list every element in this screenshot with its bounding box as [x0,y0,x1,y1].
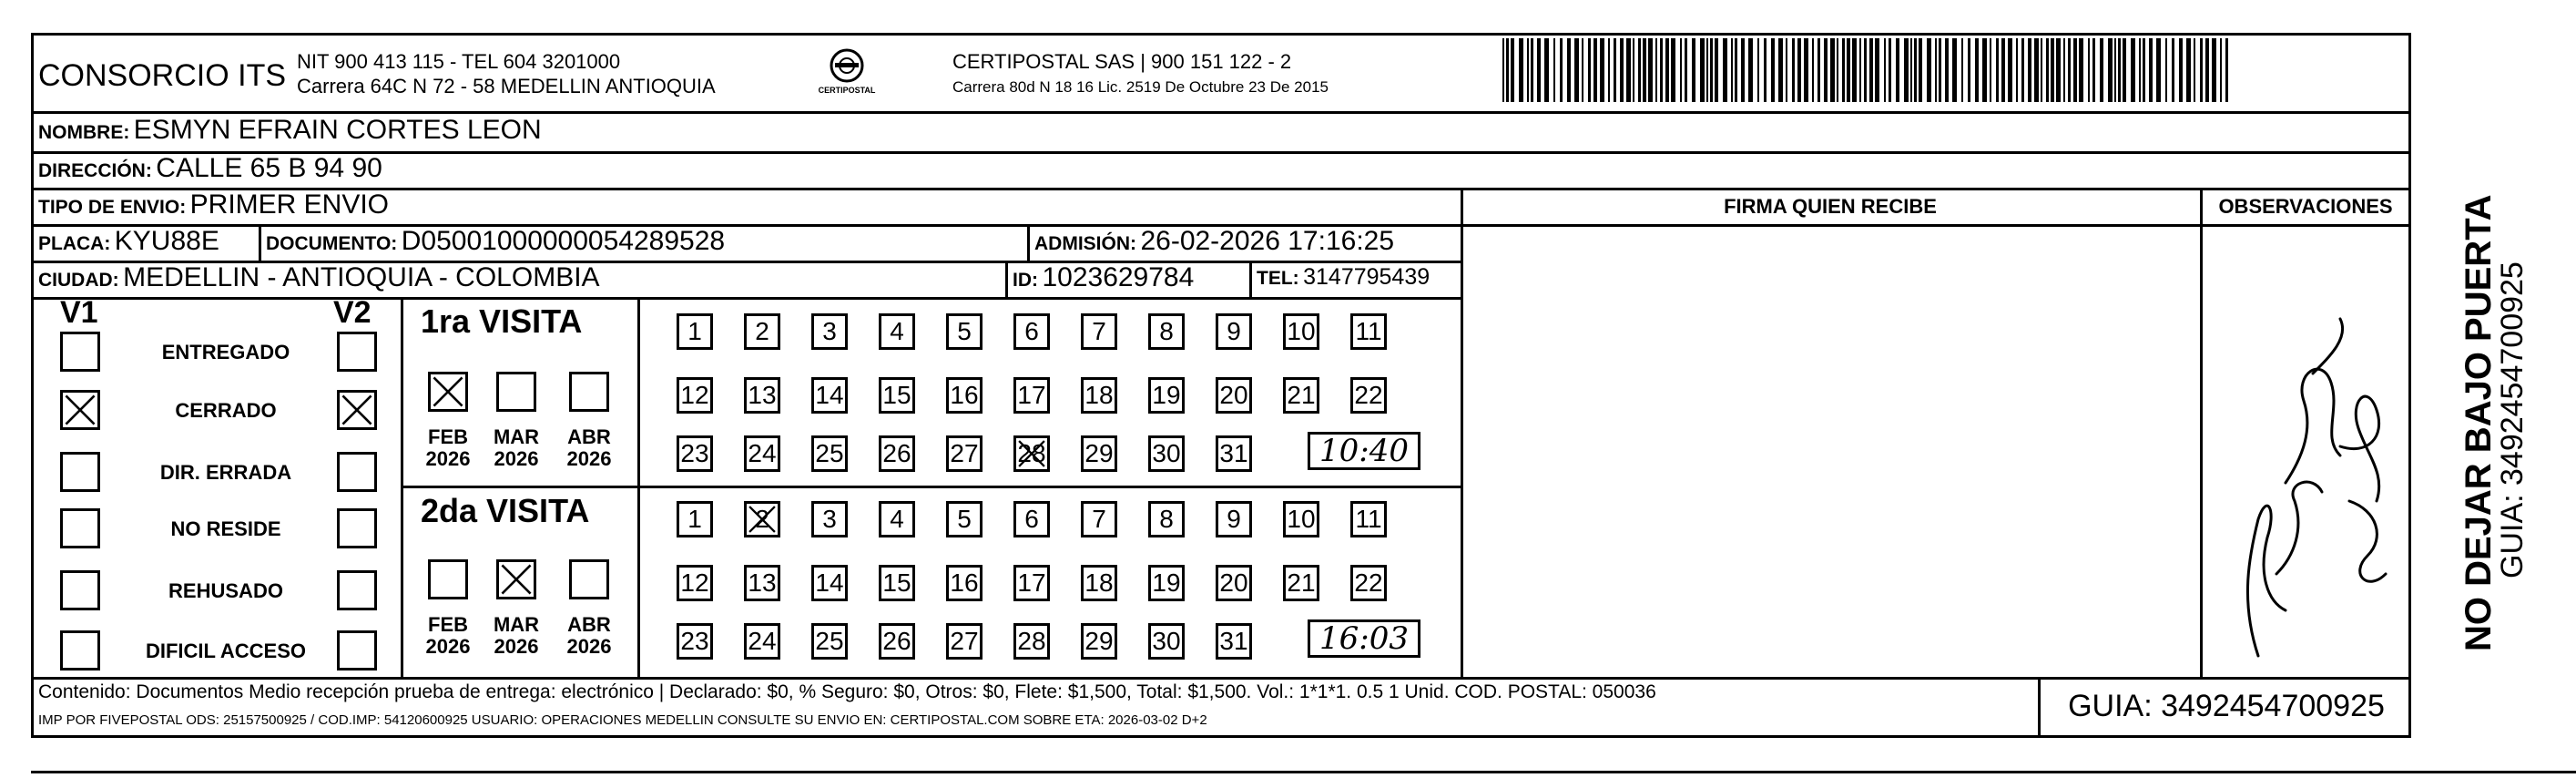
day-box[interactable] [811,565,848,601]
placa-value: KYU88E [114,226,219,256]
day-box[interactable] [946,377,983,414]
day-number: 24 [748,439,777,467]
second-visit-title: 2da VISITA [421,492,590,529]
day-box[interactable] [1283,501,1319,537]
placa-label: PLACA: [38,233,111,254]
day-number: 8 [1159,317,1174,345]
id-value: 1023629784 [1042,262,1195,292]
day-box[interactable] [879,565,915,601]
rule [1249,261,1252,297]
day-number: 15 [882,381,911,409]
year-label: 2026 [494,447,539,470]
firma-label: FIRMA QUIEN RECIBE [1724,195,1937,218]
status-label: ENTREGADO [161,341,290,363]
rule [401,297,403,677]
day-number: 8 [1159,505,1174,533]
day-box[interactable] [744,377,780,414]
day-box[interactable] [677,313,713,350]
direccion-value: CALLE 65 B 94 90 [156,153,382,183]
day-box[interactable] [1283,313,1319,350]
placa-row [38,226,219,257]
month-label: FEB [428,613,468,636]
rule [31,111,2411,114]
status-label: NO RESIDE [170,517,281,540]
bottom-rule [31,771,2576,773]
day-number: 12 [680,568,709,597]
day-number: 10 [1287,317,1316,345]
id-label: ID: [1013,270,1038,291]
day-box[interactable] [1283,377,1319,414]
day-box[interactable] [1350,565,1387,601]
day-box[interactable] [946,501,983,537]
day-number: 2 [755,317,769,345]
day-box[interactable] [811,501,848,537]
tel-label: TEL: [1257,268,1299,289]
rule [637,297,640,677]
documento-label: DOCUMENTO: [266,233,398,254]
day-number: 29 [1084,439,1114,467]
rule [1027,224,1030,261]
day-box[interactable] [1013,435,1050,472]
month-checkbox[interactable] [569,372,609,412]
day-box[interactable] [1216,623,1252,660]
day-box[interactable] [1013,313,1050,350]
observaciones-signature [2204,301,2404,665]
second-visit-time [1308,619,1420,658]
v2-label: V2 [333,295,372,330]
day-box[interactable] [946,313,983,350]
day-box[interactable] [1216,501,1252,537]
nombre-label: NOMBRE: [38,122,130,143]
tipo-value: PRIMER ENVIO [189,189,390,220]
day-box[interactable] [677,377,713,414]
handwritten-signature-icon [2204,301,2404,665]
rule [1005,261,1008,297]
v1-checkbox[interactable] [60,332,100,372]
day-number: 18 [1084,381,1114,409]
day-box[interactable] [1081,623,1117,660]
day-number: 5 [957,317,972,345]
v2-checkbox[interactable] [337,630,377,671]
tipo-label: TIPO DE ENVIO: [38,197,187,218]
day-number: 6 [1024,505,1039,533]
day-number: 7 [1092,317,1106,345]
status-label: DIFICIL ACCESO [145,640,306,662]
direccion-label: DIRECCIÓN: [38,160,152,181]
month-label: FEB [428,425,468,448]
day-box[interactable] [1148,623,1185,660]
day-number: 31 [1219,627,1248,655]
status-label: CERRADO [175,399,277,422]
day-number: 26 [882,439,911,467]
barcode-icon [1502,38,2231,102]
day-number: 28 [1017,627,1046,655]
day-box[interactable] [1216,377,1252,414]
company-nit: NIT 900 413 115 - TEL 604 3201000 [297,50,621,73]
rule [31,297,1461,300]
guia-vertical: GUIA: 3492454700925 [2495,261,2530,578]
day-box[interactable] [1148,501,1185,537]
day-number: 3 [822,505,837,533]
day-box[interactable] [677,501,713,537]
day-number: 14 [815,381,844,409]
checkmark-x-icon [499,562,534,597]
tel-row [1257,264,1430,291]
day-box[interactable] [1350,313,1387,350]
v1-checkbox[interactable] [60,508,100,548]
day-box[interactable] [1148,565,1185,601]
year-label: 2026 [494,635,539,658]
day-number: 9 [1227,505,1241,533]
rule [31,151,2411,154]
v2-checkbox[interactable] [337,452,377,492]
v1-checkbox[interactable] [60,390,100,430]
day-number: 9 [1227,317,1241,345]
day-number: 26 [882,627,911,655]
year-label: 2026 [425,635,471,658]
day-number: 6 [1024,317,1039,345]
day-box[interactable] [744,313,780,350]
month-checkbox[interactable] [428,559,468,599]
day-number: 15 [882,568,911,597]
status-label: REHUSADO [168,579,283,602]
day-box[interactable] [677,565,713,601]
day-box[interactable] [1081,377,1117,414]
day-box[interactable] [1081,435,1117,472]
month-checkbox[interactable] [496,559,536,599]
admision-row [1034,226,1394,257]
day-number: 27 [950,439,979,467]
day-box[interactable] [744,501,780,537]
day-box[interactable] [744,623,780,660]
company-address: Carrera 64C N 72 - 58 MEDELLIN ANTIOQUIA [297,75,716,97]
footer-contenido: Contenido: Documentos Medio recepción prueba de entrega: electrónico | Declarado: $0, % Seguro: $0, Otros: $0, Flete: $1,500, Total: $1,500. Vol.: 1*1*1. 0.5 1 Unid. COD. POSTAL: 050036 [38,681,1656,702]
day-box[interactable] [1350,377,1387,414]
day-number: 16 [950,568,979,597]
footer-guia: GUIA: 3492454700925 [2068,689,2385,723]
day-box[interactable] [1216,313,1252,350]
day-number: 24 [748,627,777,655]
day-number: 29 [1084,627,1114,655]
day-number: 23 [680,439,709,467]
day-number: 4 [890,317,904,345]
day-number: 25 [815,439,844,467]
rule [1461,188,1463,677]
day-box[interactable] [1013,623,1050,660]
day-number: 22 [1354,381,1383,409]
day-box[interactable] [879,377,915,414]
day-number: 17 [1017,568,1046,597]
day-box[interactable] [1081,501,1117,537]
day-box[interactable] [1216,565,1252,601]
day-number: 12 [680,381,709,409]
day-number: 19 [1152,568,1181,597]
nombre-row [38,115,542,146]
second-visit-time-text: 16:03 [1319,620,1409,657]
day-number: 10 [1287,505,1316,533]
status-label: DIR. ERRADA [159,461,292,484]
day-number: 7 [1092,505,1106,533]
checkmark-x-icon [431,374,465,409]
documento-value: D05001000000054289528 [401,226,726,256]
v2-checkbox[interactable] [337,390,377,430]
day-box[interactable] [811,435,848,472]
day-number: 16 [950,381,979,409]
day-number: 14 [815,568,844,597]
day-box[interactable] [946,623,983,660]
first-visit-time [1308,432,1420,470]
month-checkbox[interactable] [428,372,468,412]
day-box[interactable] [879,501,915,537]
day-box[interactable] [1350,501,1387,537]
rule [401,486,1461,488]
admision-label: ADMISIÓN: [1034,233,1136,254]
day-box[interactable] [1013,377,1050,414]
month-checkbox[interactable] [496,372,536,412]
day-number: 25 [815,627,844,655]
direccion-row [38,153,382,184]
rule [31,677,2411,680]
day-number: 20 [1219,381,1248,409]
month-label: ABR [567,425,611,448]
nombre-value: ESMYN EFRAIN CORTES LEON [133,115,542,145]
day-box[interactable] [1148,377,1185,414]
day-number: 11 [1355,317,1382,345]
year-label: 2026 [425,447,471,470]
day-box[interactable] [811,623,848,660]
month-label: MAR [493,425,540,448]
admision-value: 26-02-2026 17:16:25 [1140,226,1395,256]
day-number: 13 [748,568,777,597]
carrier-name: CERTIPOSTAL SAS | 900 151 122 - 2 [952,50,1292,73]
tipo-row [38,189,389,220]
day-number: 13 [748,381,777,409]
ciudad-label: CIUDAD: [38,270,119,291]
day-number: 31 [1219,439,1248,467]
logo-text: CERTIPOSTAL [818,86,876,95]
day-box[interactable] [879,313,915,350]
day-number: 21 [1287,381,1316,409]
day-box[interactable] [1283,565,1319,601]
day-number: 18 [1084,568,1114,597]
day-number: 1 [687,505,702,533]
rule [2200,188,2203,677]
observaciones-label: OBSERVACIONES [2218,195,2393,218]
v1-checkbox[interactable] [60,630,100,671]
first-visit-time-text: 10:40 [1319,433,1409,469]
day-box[interactable] [1081,565,1117,601]
company-name: CONSORCIO ITS [38,58,287,93]
day-number: 4 [890,505,904,533]
v2-checkbox[interactable] [337,508,377,548]
day-number: 11 [1355,505,1382,533]
tel-value: 3147795439 [1303,264,1431,290]
documento-row [266,226,725,257]
day-box[interactable] [1013,501,1050,537]
v2-checkbox[interactable] [337,570,377,610]
day-number: 19 [1152,381,1181,409]
day-box[interactable] [1216,435,1252,472]
day-number: 30 [1152,439,1181,467]
day-box[interactable] [1148,313,1185,350]
day-box[interactable] [1013,565,1050,601]
first-visit-title: 1ra VISITA [421,302,583,340]
carrier-logo [815,46,879,100]
day-box[interactable] [879,435,915,472]
v1-checkbox[interactable] [60,570,100,610]
day-number: 2 [755,505,769,533]
rule [259,224,261,261]
day-box[interactable] [946,435,983,472]
day-number: 28 [1017,439,1046,467]
year-label: 2026 [566,635,612,658]
checkmark-x-icon [1016,438,1047,469]
ciudad-row [38,262,600,293]
day-number: 17 [1017,381,1046,409]
day-number: 30 [1152,627,1181,655]
day-box[interactable] [677,623,713,660]
footer-imp: IMP POR FIVEPOSTAL ODS: 25157500925 / COD.IMP: 54120600925 USUARIO: OPERACIONES MEDELLIN CONSULTE SU ENVIO EN: CERTIPOSTAL.COM SOBRE ETA: 2026-03-02 D+2 [38,712,1207,728]
carrier-license: Carrera 80d N 18 16 Lic. 2519 De Octubre 23 De 2015 [952,78,1329,96]
day-box[interactable] [744,435,780,472]
day-box[interactable] [1148,435,1185,472]
day-number: 20 [1219,568,1248,597]
day-number: 3 [822,317,837,345]
day-number: 22 [1354,568,1383,597]
v1-label: V1 [60,295,98,330]
day-number: 23 [680,627,709,655]
day-number: 1 [687,317,702,345]
v2-checkbox[interactable] [337,332,377,372]
year-label: 2026 [566,447,612,470]
day-number: 21 [1287,568,1316,597]
id-row [1013,262,1194,293]
day-number: 27 [950,627,979,655]
day-box[interactable] [1081,313,1117,350]
checkmark-x-icon [340,393,374,427]
checkmark-x-icon [747,504,778,535]
checkmark-x-icon [63,393,97,427]
rule [2038,677,2041,738]
month-label: ABR [567,613,611,636]
day-box[interactable] [744,565,780,601]
month-checkbox[interactable] [569,559,609,599]
day-box[interactable] [811,377,848,414]
day-box[interactable] [811,313,848,350]
day-box[interactable] [879,623,915,660]
no-dejar-bajo-puerta: NO DEJAR BAJO PUERTA [2459,194,2499,651]
month-label: MAR [493,613,540,636]
v1-checkbox[interactable] [60,452,100,492]
day-box[interactable] [677,435,713,472]
day-number: 5 [957,505,972,533]
day-box[interactable] [946,565,983,601]
ciudad-value: MEDELLIN - ANTIOQUIA - COLOMBIA [123,262,600,292]
